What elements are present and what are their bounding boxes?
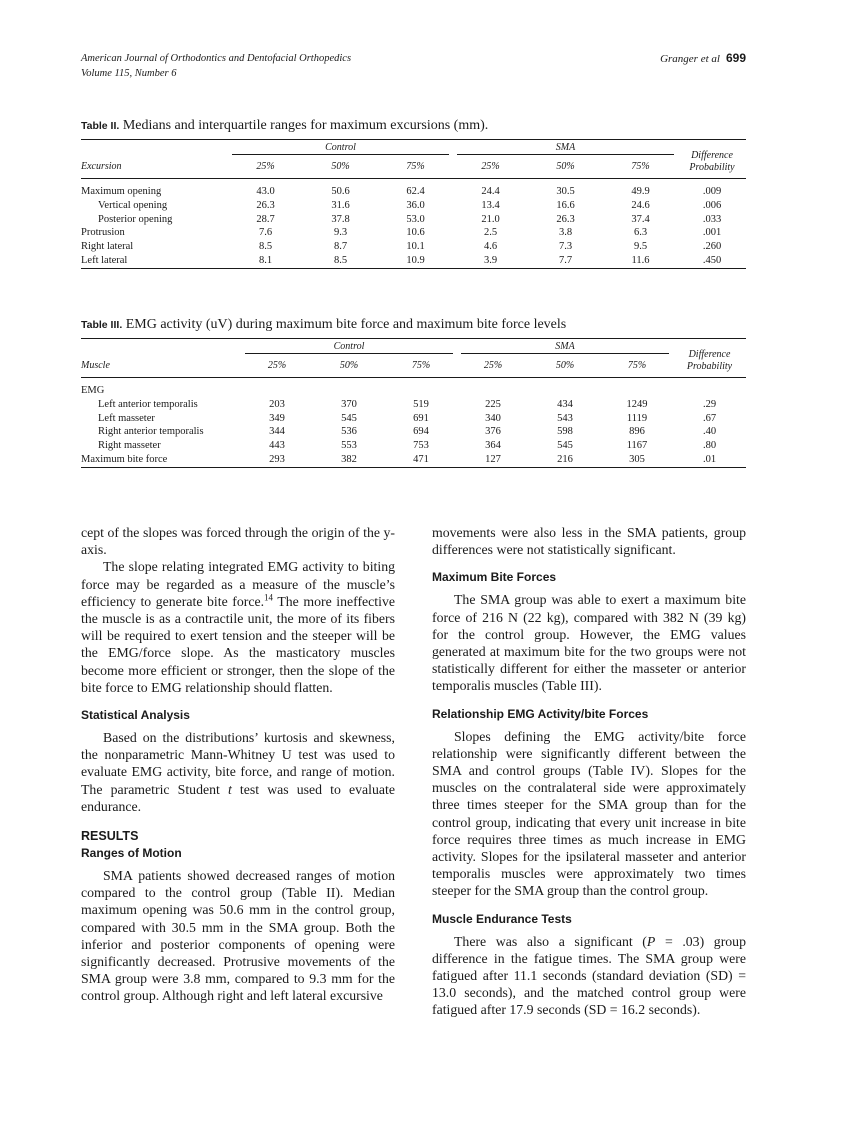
sma-value: 543 [557, 412, 573, 424]
paragraph: SMA patients showed decreased ranges of motion compared to the control group (Table II). Median maximum opening was 50.6 mm in the control group, compared with 30.5 mm in the SMA group. Both the inferior and posterior components of opening were significantly decreased. Protrusive movements of the SMA group were 3.8 mm, compared to 9.3 mm for the control group. Although right and left lateral excursive [81, 868, 395, 1004]
table3-difference-header: Difference Probability [673, 339, 746, 378]
probability-value: .006 [702, 199, 722, 211]
table2-group-sma: SMA [453, 140, 678, 157]
sma-value: 24.4 [481, 186, 500, 197]
table-row [81, 439, 746, 453]
control-value: 43.0 [256, 186, 275, 197]
sma-value: 3.8 [558, 227, 573, 239]
heading-relationship-emg: Relationship EMG Activity/bite Forces [432, 706, 649, 721]
table2-col-header: 25% [256, 161, 275, 173]
row-label: Maximum opening [81, 186, 162, 197]
table3-caption-text: EMG activity (uV) during maximum bite force and maximum bite force levels [125, 317, 567, 332]
heading-ranges-of-motion: Ranges of Motion [81, 846, 182, 861]
sma-value: 24.6 [631, 199, 650, 211]
control-value: 10.6 [406, 227, 425, 239]
paragraph: movements were also less in the SMA patients, group differences were not statistically significant. [432, 525, 746, 558]
control-value: 553 [341, 440, 357, 452]
control-value: 203 [269, 398, 285, 410]
journal-info [81, 51, 351, 81]
sma-value: 545 [557, 440, 573, 452]
table-row [81, 199, 746, 213]
sma-value: 11.6 [631, 254, 650, 266]
control-value: 31.6 [331, 199, 350, 211]
sma-value: 7.3 [558, 241, 573, 253]
control-value: 28.7 [256, 213, 275, 225]
row-label: Maximum bite force [81, 453, 168, 465]
table2-col-header: 25% [481, 161, 500, 173]
control-value: 8.5 [258, 241, 273, 253]
sma-value: 305 [629, 453, 645, 465]
row-label: Left anterior temporalis [98, 398, 198, 410]
table2-caption [81, 117, 488, 135]
table-row [81, 254, 746, 268]
heading-maximum-bite-forces: Maximum Bite Forces [432, 570, 557, 585]
sma-value: 6.3 [633, 227, 648, 239]
control-value: 293 [269, 453, 285, 465]
control-value: 471 [413, 453, 429, 465]
control-value: 349 [269, 412, 285, 424]
sma-value: 30.5 [556, 186, 575, 197]
row-label: Left lateral [81, 254, 128, 266]
paragraph: cept of the slopes was forced through the origin of the y-axis. [81, 525, 395, 558]
table3-col-header: 50% [339, 360, 359, 372]
control-value: 519 [413, 398, 429, 410]
sma-value: 49.9 [631, 186, 650, 197]
sma-value: 340 [485, 412, 501, 424]
table2-body [81, 185, 746, 268]
table2-caption-text: Medians and interquartile ranges for maximum excursions (mm). [122, 118, 489, 133]
journal-volume: Volume 115, Number 6 [81, 68, 177, 79]
heading-statistical-analysis: Statistical Analysis [81, 708, 190, 723]
probability-value: .29 [702, 398, 717, 410]
table2-col-header: 75% [406, 161, 425, 173]
table2-first-col-header: Excursion [81, 161, 122, 173]
journal-name: American Journal of Orthodontics and Dentofacial Orthopedics [81, 53, 352, 64]
author-page [660, 51, 746, 67]
right-column [432, 524, 746, 1019]
table3-body [81, 398, 746, 467]
sma-value: 1249 [626, 398, 648, 410]
paragraph: Based on the distributions’ kurtosis and skewness, the nonparametric Mann-Whitney U test was used to evaluate EMG activity, bite force, and range of motion. The parametric Student t test was used to evaluate endurance. [81, 730, 395, 814]
row-label: Right masseter [98, 440, 161, 452]
table-row [81, 412, 746, 426]
left-column [81, 524, 395, 1005]
sma-value: 26.3 [556, 213, 575, 225]
table-row [81, 185, 746, 199]
control-value: 9.3 [333, 227, 348, 239]
control-value: 691 [413, 412, 429, 424]
table2-col-header: 75% [631, 161, 650, 173]
row-label: Left masseter [98, 412, 155, 424]
table3 [81, 338, 746, 468]
sma-value: 225 [485, 398, 501, 410]
control-value: 50.6 [331, 186, 350, 197]
table2 [81, 139, 746, 269]
control-value: 536 [341, 426, 357, 438]
sma-value: 364 [485, 440, 501, 452]
sma-value: 598 [557, 426, 573, 438]
paragraph: Slopes defining the EMG activity/bite force relationship were significantly different between the SMA and control groups (Table IV). Slopes for the muscles on the contralateral side were approximately three times steeper for the SMA group than for the control group, indicating that every unit increase in bite force requires three times as much increase in EMG activity. Slopes for the ipsilateral masseter and anterior temporalis muscles were approximately two times steeper for the SMA group than the control group. [432, 728, 746, 899]
sma-value: 3.9 [483, 254, 498, 266]
sma-value: 37.4 [631, 213, 650, 225]
table3-caption [81, 316, 566, 334]
probability-value: .009 [702, 186, 722, 197]
table2-difference-header: Difference Probability [678, 140, 746, 179]
heading-muscle-endurance: Muscle Endurance Tests [432, 911, 572, 926]
probability-value: .67 [702, 412, 717, 424]
table3-col-header: 75% [627, 360, 647, 372]
sma-value: 4.6 [483, 241, 498, 253]
control-value: 53.0 [406, 213, 425, 225]
table-row [81, 240, 746, 254]
control-value: 7.6 [258, 227, 273, 239]
probability-value: .01 [702, 453, 717, 465]
control-value: 36.0 [406, 199, 425, 211]
page-number: 699 [725, 51, 746, 65]
row-label: Vertical opening [98, 199, 168, 211]
sma-value: 21.0 [481, 213, 500, 225]
table2-col-header: 50% [331, 161, 350, 173]
table-row [81, 425, 746, 439]
sma-value: 434 [557, 398, 573, 410]
probability-value: .001 [702, 227, 722, 239]
probability-value: .260 [702, 241, 722, 253]
control-value: 370 [341, 398, 357, 410]
table3-col-header: 50% [555, 360, 575, 372]
row-label: Protrusion [81, 227, 125, 239]
table3-group-control: Control [241, 339, 457, 356]
probability-value: .40 [702, 426, 717, 438]
sma-value: 16.6 [556, 199, 575, 211]
row-label: Right anterior temporalis [98, 426, 204, 438]
table-row [81, 213, 746, 227]
control-value: 26.3 [256, 199, 275, 211]
control-value: 10.9 [406, 254, 425, 266]
running-authors: Granger et al [660, 53, 720, 65]
control-value: 753 [413, 440, 429, 452]
sma-value: 1167 [626, 440, 648, 452]
control-value: 8.1 [258, 254, 273, 266]
reference-mark: 14 [264, 592, 274, 603]
control-value: 694 [413, 426, 429, 438]
control-value: 382 [341, 453, 357, 465]
table2-group-control: Control [228, 140, 453, 157]
control-value: 8.7 [333, 241, 348, 253]
sma-value: 13.4 [481, 199, 500, 211]
control-value: 62.4 [406, 186, 425, 197]
control-value: 443 [269, 440, 285, 452]
sma-value: 7.7 [558, 254, 573, 266]
table2-label: Table II. [81, 120, 120, 132]
table-row [81, 226, 746, 240]
sma-value: 9.5 [633, 241, 648, 253]
table3-first-col-header: Muscle [81, 360, 110, 372]
table3-group-sma: SMA [457, 339, 673, 356]
control-value: 344 [269, 426, 285, 438]
control-value: 8.5 [333, 254, 348, 266]
table3-col-header: 25% [483, 360, 503, 372]
paragraph: The SMA group was able to exert a maximum bite force of 216 N (22 kg), compared with 382 N (39 kg) for the control group. However, the EMG values generated at maximum bite for the two groups were not statistically different for either the masseter or anterior temporalis muscles (Table III). [432, 592, 746, 694]
row-label: Posterior opening [98, 213, 173, 225]
sma-value: 2.5 [483, 227, 498, 239]
sma-value: 216 [557, 453, 573, 465]
sma-value: 1119 [626, 412, 648, 424]
sma-value: 127 [485, 453, 501, 465]
table2-col-header: 50% [556, 161, 575, 173]
table3-label: Table III. [81, 319, 123, 331]
control-value: 10.1 [406, 241, 425, 253]
row-label: Right lateral [81, 241, 134, 253]
table-row [81, 453, 746, 467]
control-value: 545 [341, 412, 357, 424]
sma-value: 376 [485, 426, 501, 438]
probability-value: .80 [702, 440, 717, 452]
paragraph: There was also a significant (P = .03) group difference in the fatigue times. The SMA group were fatigued after 11.1 seconds (standard deviation (SD) = 13.0 seconds), and the matched control group were fatigued after 17.9 seconds (SD = 16.2 seconds). [432, 933, 746, 1018]
probability-value: .450 [702, 254, 722, 266]
paragraph: The slope relating integrated EMG activity to biting force may be regarded as a measure of the muscle’s efficiency to generate bite force.$^{14}$ The more ineffective the muscle is as a contractile unit, the more of its fibers will be required to exert tension and the steeper will be the EMG/force slope. As the masticatory muscles become more efficient or stronger, then the slope of the bite force to EMG relationship should flatten. [81, 559, 395, 695]
probability-value: .033 [702, 213, 722, 225]
sma-value: 896 [629, 426, 645, 438]
control-value: 37.8 [331, 213, 350, 225]
table3-section-label: EMG [81, 385, 105, 396]
table3-col-header: 25% [267, 360, 287, 372]
table-row [81, 398, 746, 412]
heading-results: RESULTS [81, 829, 139, 844]
table3-col-header: 75% [411, 360, 431, 372]
